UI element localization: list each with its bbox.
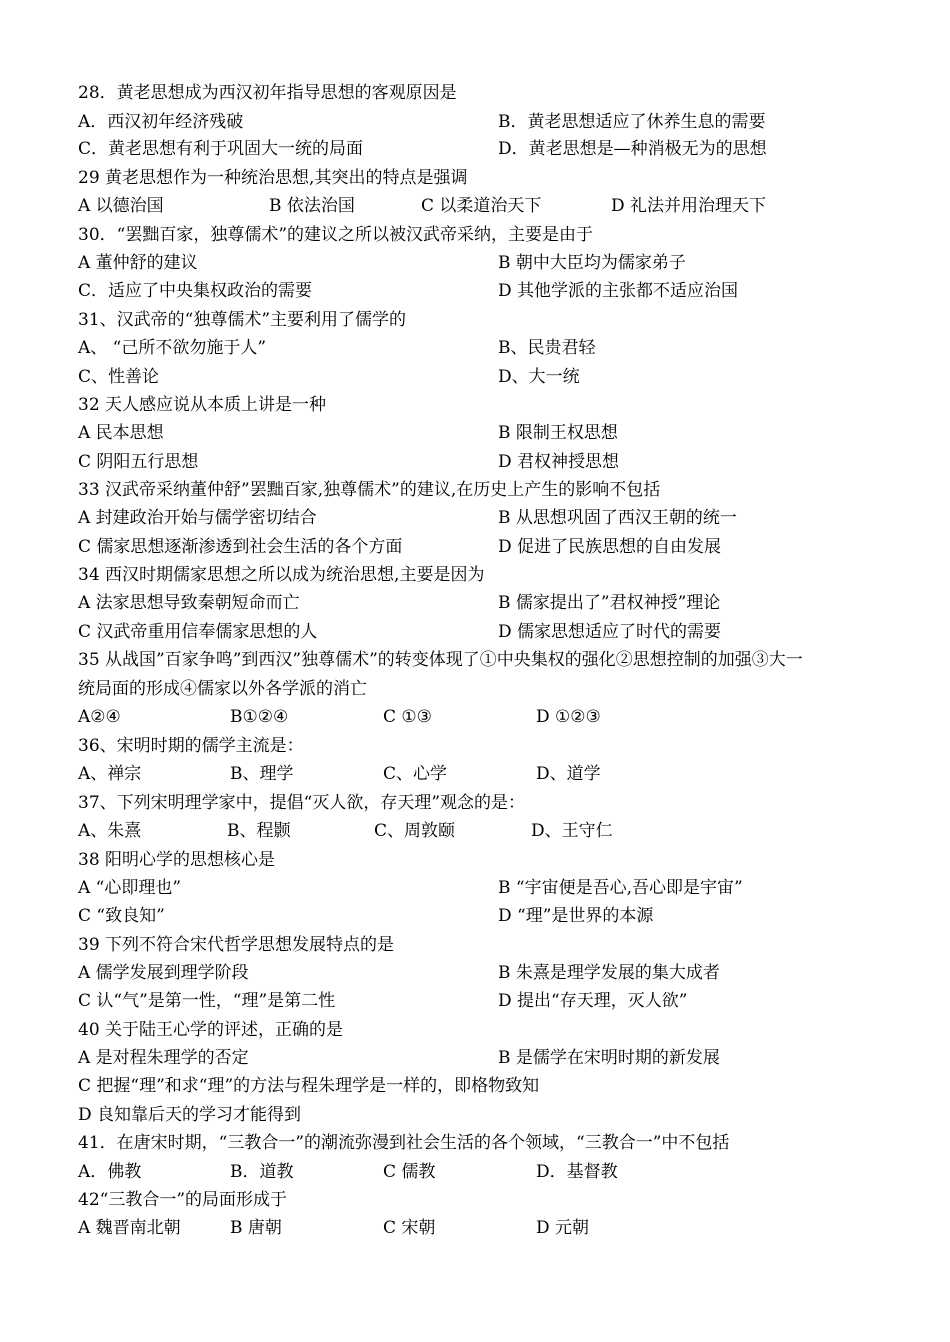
option-d: D、王守仁: [531, 821, 613, 841]
question-stem-31: 31、汉武帝的“独尊儒术”主要利用了儒学的: [78, 310, 407, 330]
option-c: C 汉武帝重用信奉儒家思想的人: [78, 622, 318, 642]
option-b: B．道教: [230, 1162, 294, 1182]
option-row: [78, 959, 878, 987]
option-c: C ①③: [383, 707, 432, 727]
question-stem-39: 39 下列不符合宋代哲学思想发展特点的是: [78, 935, 395, 955]
option-b: B 从思想巩固了西汉王朝的统一: [498, 508, 737, 528]
option-row: [78, 589, 878, 617]
option-a: A 魏晋南北朝: [78, 1218, 181, 1238]
option-row: [78, 363, 878, 391]
question-stem-36: 36、宋明时期的儒学主流是：: [78, 736, 304, 756]
question-stem-40: 40 关于陆王心学的评述，正确的是: [78, 1020, 344, 1040]
option-d: D．黄老思想是—种消极无为的思想: [498, 139, 767, 159]
option-d: D．基督教: [536, 1162, 618, 1182]
option-a: A 董仲舒的建议: [78, 253, 198, 273]
option-b: B “宇宙便是吾心,吾心即是宇宙”: [498, 878, 743, 898]
option-d: D 促进了民族思想的自由发展: [498, 537, 722, 557]
option-a: A 封建政治开始与儒学密切结合: [78, 508, 317, 528]
option-d: D 元朝: [536, 1218, 590, 1238]
option-b: B 儒家提出了”君权神授”理论: [498, 593, 721, 613]
option-b: B 限制王权思想: [498, 423, 618, 443]
option-d: D 提出“存天理，灭人欲”: [498, 991, 688, 1011]
question-stem-37: 37、下列宋明理学家中，提倡“灭人欲，存天理”观念的是：: [78, 793, 526, 813]
option-a: A “心即理也”: [78, 878, 182, 898]
option-b: B．黄老思想适应了休养生息的需要: [498, 112, 766, 132]
option-c: C 儒教: [383, 1162, 436, 1182]
option-row: [78, 1101, 878, 1129]
option-a: A②④: [78, 707, 121, 727]
option-row: [78, 108, 878, 136]
option-a: A．西汉初年经济残破: [78, 112, 244, 132]
option-row: [78, 874, 878, 902]
option-c: C 阴阳五行思想: [78, 452, 199, 472]
option-b: B、民贵君轻: [498, 338, 596, 358]
option-c: C 以柔道治天下: [421, 196, 542, 216]
option-c: C “致良知”: [78, 906, 165, 926]
option-row: [78, 902, 878, 930]
question-stem-41: 41．在唐宋时期，“三教合一”的潮流弥漫到社会生活的各个领域，“三教合一”中不包括: [78, 1133, 730, 1153]
option-row: [78, 533, 878, 561]
option-row: [78, 192, 878, 220]
option-d: D ①②③: [536, 707, 601, 727]
option-a: A、禅宗: [78, 764, 142, 784]
option-a: A 是对程朱理学的否定: [78, 1048, 249, 1068]
option-b: B、理学: [230, 764, 294, 784]
option-d: D “理”是世界的本源: [498, 906, 654, 926]
option-c: C 儒家思想逐渐渗透到社会生活的各个方面: [78, 537, 403, 557]
option-row: [78, 249, 878, 277]
option-a: A 以德治国: [78, 196, 164, 216]
question-stem-42: 42“三教合一”的局面形成于: [78, 1190, 288, 1210]
question-stem-38: 38 阳明心学的思想核心是: [78, 850, 276, 870]
question-stem-32: 32 天人感应说从本质上讲是一种: [78, 395, 327, 415]
option-d: D 君权神授思想: [498, 452, 620, 472]
option-a: A 法家思想导致秦朝短命而亡: [78, 593, 300, 613]
option-c: C、心学: [383, 764, 448, 784]
option-b: B、程颢: [227, 821, 291, 841]
question-stem-28: 28．黄老思想成为西汉初年指导思想的客观原因是: [78, 83, 457, 103]
option-row: [78, 703, 878, 731]
option-row: [78, 277, 878, 305]
option-b: B 是儒学在宋明时期的新发展: [498, 1048, 720, 1068]
option-c: C．适应了中央集权政治的需要: [78, 281, 313, 301]
question-stem-35-continued: 统局面的形成④儒家以外各学派的消亡: [78, 679, 367, 699]
option-c: C、周敦颐: [374, 821, 456, 841]
option-b: B 朱熹是理学发展的集大成者: [498, 963, 720, 983]
option-row: [78, 1044, 878, 1072]
option-row: [78, 334, 878, 362]
option-c: C 认“气”是第一性，“理”是第二性: [78, 991, 336, 1011]
option-row: [78, 987, 878, 1015]
option-row: [78, 448, 878, 476]
option-a: A、朱熹: [78, 821, 142, 841]
option-row: [78, 1072, 878, 1100]
question-stem-35: 35 从战国”百家争鸣”到西汉”独尊儒术”的转变体现了①中央集权的强化②思想控制的加强③大一: [78, 650, 803, 670]
option-row: [78, 760, 878, 788]
option-d: D、大一统: [498, 367, 580, 387]
option-b: B 依法治国: [269, 196, 355, 216]
option-row: [78, 504, 878, 532]
option-b: B①②④: [230, 707, 289, 727]
option-row: [78, 817, 878, 845]
option-d: D 礼法并用治理天下: [611, 196, 767, 216]
option-d: D 良知靠后天的学习才能得到: [78, 1105, 302, 1125]
question-stem-30: 30．“罢黜百家，独尊儒术”的建议之所以被汉武帝采纳，主要是由于: [78, 225, 594, 245]
option-c: C 把握“理”和求“理”的方法与程朱理学是一样的，即格物致知: [78, 1076, 540, 1096]
option-d: D、道学: [536, 764, 601, 784]
option-row: [78, 618, 878, 646]
option-row: [78, 419, 878, 447]
option-c: C 宋朝: [383, 1218, 436, 1238]
option-row: [78, 1214, 878, 1242]
question-stem-34: 34 西汉时期儒家思想之所以成为统治思想,主要是因为: [78, 565, 485, 585]
option-a: A．佛教: [78, 1162, 142, 1182]
option-a: A 儒学发展到理学阶段: [78, 963, 249, 983]
option-a: A 民本思想: [78, 423, 164, 443]
option-c: C、性善论: [78, 367, 160, 387]
option-d: D 儒家思想适应了时代的需要: [498, 622, 722, 642]
option-d: D 其他学派的主张都不适应治国: [498, 281, 739, 301]
question-stem-33: 33 汉武帝采纳董仲舒”罢黜百家,独尊儒术”的建议,在历史上产生的影响不包括: [78, 480, 661, 500]
option-row: [78, 1158, 878, 1186]
option-c: C．黄老思想有利于巩固大一统的局面: [78, 139, 364, 159]
option-b: B 朝中大臣均为儒家弟子: [498, 253, 686, 273]
option-b: B 唐朝: [230, 1218, 282, 1238]
option-row: [78, 135, 878, 163]
option-a: A、 “己所不欲勿施于人”: [78, 338, 267, 358]
question-stem-29: 29 黄老思想作为一种统治思想,其突出的特点是强调: [78, 168, 468, 188]
